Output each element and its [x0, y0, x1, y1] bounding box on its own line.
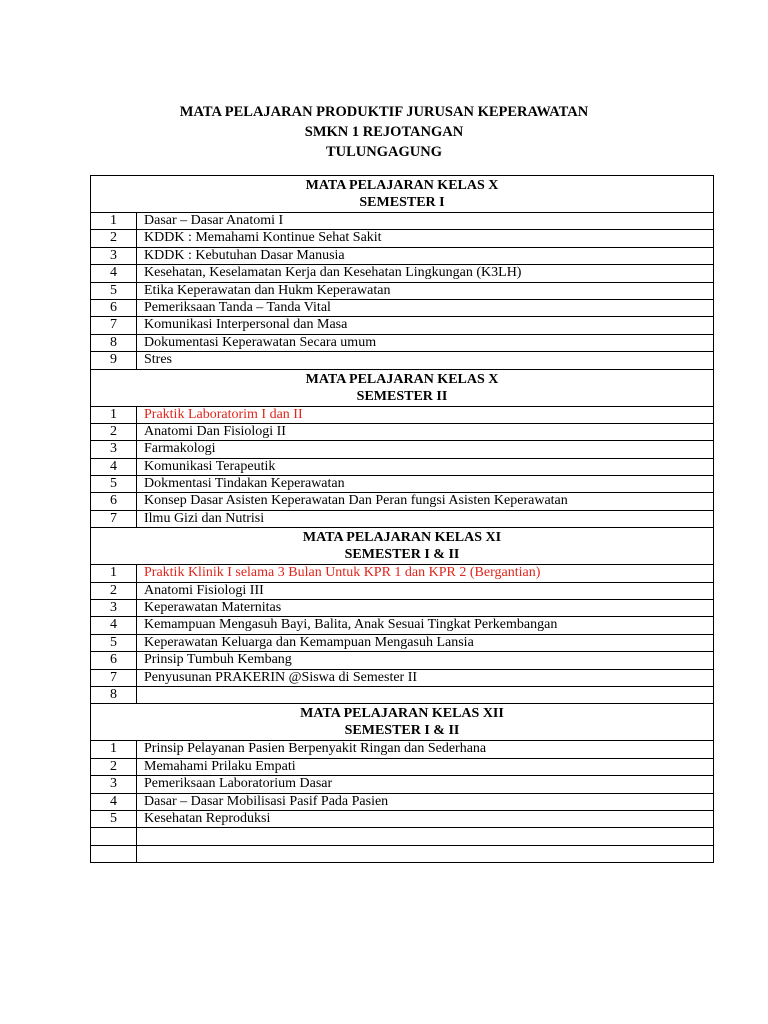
section-subtitle: SEMESTER II: [356, 388, 448, 404]
school-location: TULUNGAGUNG: [325, 144, 442, 160]
row-number: 1: [91, 213, 137, 230]
table-row: [91, 510, 714, 527]
table-row: [91, 617, 714, 634]
row-number: 4: [91, 617, 137, 634]
table-row: [91, 565, 714, 582]
row-number: 1: [91, 406, 137, 423]
subject-name: Anatomi Dan Fisiologi II: [137, 423, 714, 440]
row-number: 1: [91, 741, 137, 758]
table-row: [91, 458, 714, 475]
row-number: 8: [91, 334, 137, 351]
section-heading-cell: [91, 176, 714, 213]
row-number: 3: [91, 247, 137, 264]
table-row: [91, 406, 714, 423]
course-table: [90, 175, 714, 863]
row-number: 5: [91, 810, 137, 827]
section-heading-cell: [91, 369, 714, 406]
section-heading-cell: [91, 704, 714, 741]
table-row: [91, 265, 714, 282]
row-number: 7: [91, 317, 137, 334]
row-number: 5: [91, 282, 137, 299]
table-row: [91, 600, 714, 617]
subject-name: Dasar – Dasar Mobilisasi Pasif Pada Pasien: [137, 793, 714, 810]
subject-name: KDDK : Memahami Kontinue Sehat Sakit: [137, 230, 714, 247]
table-row: [91, 652, 714, 669]
section-header: [91, 369, 714, 406]
subject-name: Kemampuan Mengasuh Bayi, Balita, Anak Sesuai Tingkat Perkembangan: [137, 617, 714, 634]
table-row: [91, 810, 714, 827]
row-number: [91, 828, 137, 845]
section-subtitle: SEMESTER I & II: [344, 547, 460, 563]
section-header: [91, 528, 714, 565]
subject-name: Kesehatan Reproduksi: [137, 810, 714, 827]
row-number: 4: [91, 458, 137, 475]
table-row: [91, 634, 714, 651]
table-row: [91, 230, 714, 247]
table-row: [91, 317, 714, 334]
row-number: 4: [91, 265, 137, 282]
table-row: [91, 213, 714, 230]
subject-name: Penyusunan PRAKERIN @Siswa di Semester II: [137, 669, 714, 686]
row-number: 7: [91, 510, 137, 527]
document-title: MATA PELAJARAN PRODUKTIF JURUSAN KEPERAWATAN: [179, 104, 589, 120]
subject-name: Komunikasi Terapeutik: [137, 458, 714, 475]
table-row: [91, 299, 714, 316]
row-number: 6: [91, 493, 137, 510]
subject-name: Dokumentasi Keperawatan Secara umum: [137, 334, 714, 351]
subject-name: Praktik Laboratorim I dan II: [137, 406, 714, 423]
row-number: 5: [91, 634, 137, 651]
table-row: [91, 582, 714, 599]
table-row: [91, 282, 714, 299]
subject-name: [137, 686, 714, 703]
subject-name: Keperawatan Keluarga dan Kemampuan Mengasuh Lansia: [137, 634, 714, 651]
table-row: [91, 352, 714, 369]
section-subtitle: SEMESTER I: [359, 195, 445, 210]
row-number: 5: [91, 476, 137, 493]
section-heading-cell: [91, 528, 714, 565]
subject-name: Dokmentasi Tindakan Keperawatan: [137, 476, 714, 493]
table-row: [91, 845, 714, 862]
subject-name: Prinsip Tumbuh Kembang: [137, 652, 714, 669]
table-row: [91, 493, 714, 510]
subject-name: Etika Keperawatan dan Hukm Keperawatan: [137, 282, 714, 299]
subject-name: Prinsip Pelayanan Pasien Berpenyakit Ringan dan Sederhana: [137, 741, 714, 758]
table-row: [91, 334, 714, 351]
table-row: [91, 793, 714, 810]
row-number: 2: [91, 582, 137, 599]
table-row: [91, 686, 714, 703]
subject-name: Keperawatan Maternitas: [137, 600, 714, 617]
table-row: [91, 828, 714, 845]
section-title: MATA PELAJARAN KELAS XII: [300, 706, 504, 722]
table-row: [91, 247, 714, 264]
subject-name: Pemeriksaan Tanda – Tanda Vital: [137, 299, 714, 316]
subject-name: Stres: [137, 352, 714, 369]
table-row: [91, 669, 714, 686]
school-name: SMKN 1 REJOTANGAN: [304, 124, 464, 140]
row-number: 6: [91, 652, 137, 669]
table-row: [91, 776, 714, 793]
row-number: 8: [91, 686, 137, 703]
row-number: 1: [91, 565, 137, 582]
subject-name: Konsep Dasar Asisten Keperawatan Dan Peran fungsi Asisten Keperawatan: [137, 493, 714, 510]
section-subtitle: SEMESTER I & II: [344, 723, 460, 739]
subject-name: Kesehatan, Keselamatan Kerja dan Kesehatan Lingkungan (K3LH): [137, 265, 714, 282]
subject-name: Anatomi Fisiologi III: [137, 582, 714, 599]
row-number: 4: [91, 793, 137, 810]
section-title: MATA PELAJARAN KELAS X: [305, 371, 499, 387]
row-number: 3: [91, 441, 137, 458]
subject-name: Praktik Klinik I selama 3 Bulan Untuk KPR 1 dan KPR 2 (Bergantian): [137, 565, 714, 582]
row-number: 2: [91, 423, 137, 440]
table-row: [91, 441, 714, 458]
row-number: 9: [91, 352, 137, 369]
section-header: [91, 176, 714, 213]
course-table-body: [91, 176, 714, 863]
subject-name: [137, 845, 714, 862]
row-number: 3: [91, 776, 137, 793]
subject-name: Pemeriksaan Laboratorium Dasar: [137, 776, 714, 793]
row-number: 2: [91, 758, 137, 775]
subject-name: Farmakologi: [137, 441, 714, 458]
document-header: [0, 102, 768, 162]
section-title: MATA PELAJARAN KELAS XI: [302, 530, 502, 546]
subject-name: Dasar – Dasar Anatomi I: [137, 213, 714, 230]
table-row: [91, 476, 714, 493]
section-title: MATA PELAJARAN KELAS X: [305, 178, 499, 193]
section-header: [91, 704, 714, 741]
subject-name: [137, 828, 714, 845]
row-number: 3: [91, 600, 137, 617]
table-row: [91, 423, 714, 440]
subject-name: Memahami Prilaku Empati: [137, 758, 714, 775]
row-number: [91, 845, 137, 862]
subject-name: Ilmu Gizi dan Nutrisi: [137, 510, 714, 527]
row-number: 2: [91, 230, 137, 247]
table-row: [91, 741, 714, 758]
subject-name: Komunikasi Interpersonal dan Masa: [137, 317, 714, 334]
row-number: 7: [91, 669, 137, 686]
row-number: 6: [91, 299, 137, 316]
table-row: [91, 758, 714, 775]
subject-name: KDDK : Kebutuhan Dasar Manusia: [137, 247, 714, 264]
